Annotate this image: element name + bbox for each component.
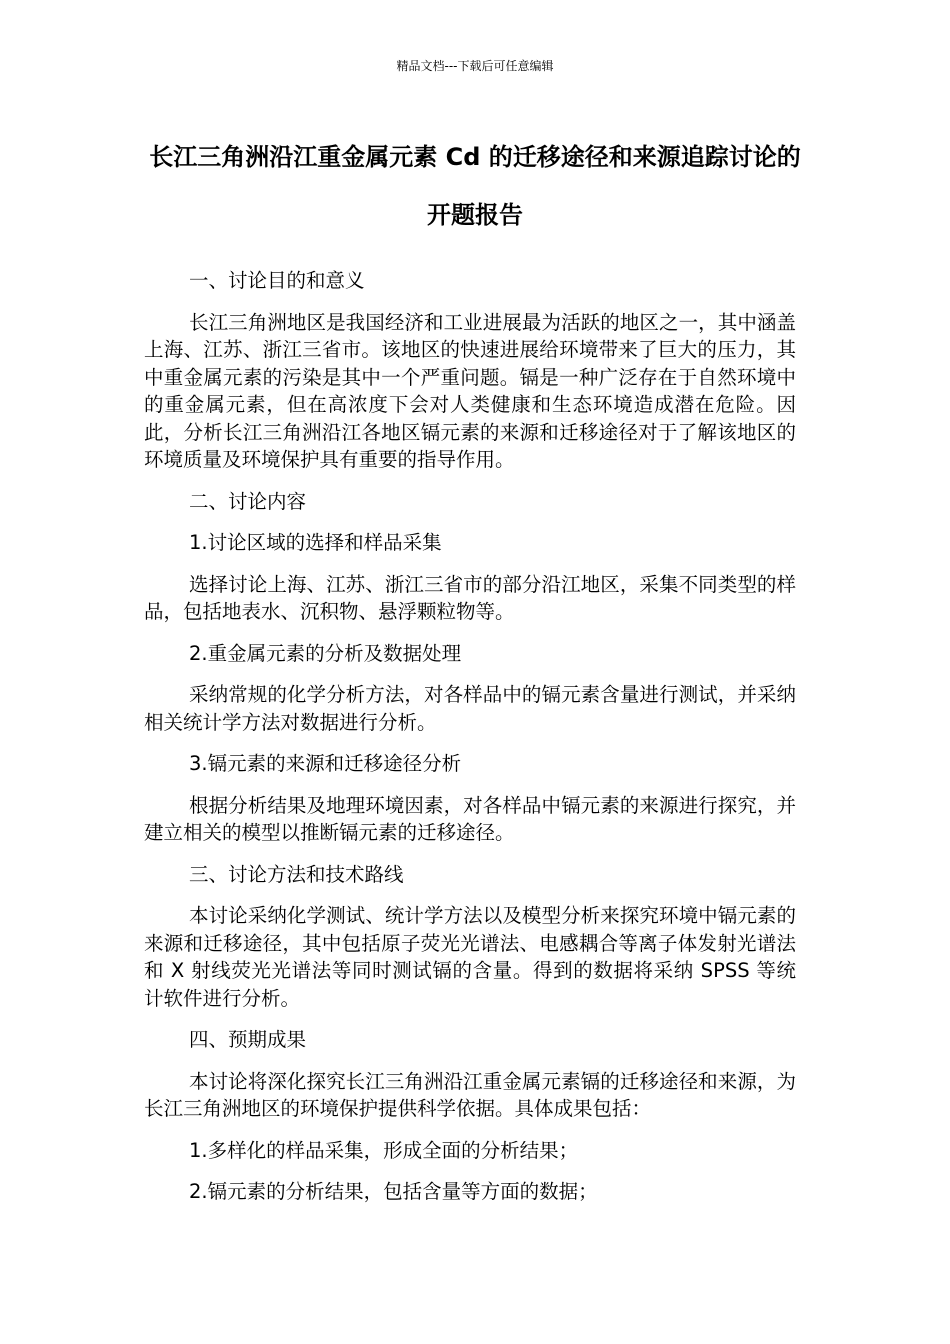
subheading-analysis: 2.重金属元素的分析及数据处理 (189, 641, 462, 665)
document-body (144, 267, 796, 1220)
section-heading-purpose: 一、讨论目的和意义 (189, 269, 365, 292)
paragraph-purpose: 长江三角洲地区是我国经济和工业进展最为活跃的地区之一，其中涵盖上海、江苏、浙江三省市。该地区的快速进展给环境带来了巨大的压力，其中重金属元素的污染是其中一个严重问题。镉是一种广泛存在于自然环境中的重金属元素，但在高浓度下会对人类健康和生态环境造成潜在危险。因此，分析长江三角洲沿江各地区镉元素的来源和迁移途径对于了解该地区的环境质量及环境保护具有重要的指导作用。 (144, 310, 796, 471)
document-title: 长江三角洲沿江重金属元素 Cd 的迁移途径和来源追踪讨论的开题报告 (149, 143, 801, 229)
paragraph-methods: 本讨论采纳化学测试、统计学方法以及模型分析来探究环境中镉元素的来源和迁移途径，其中包括原子荧光光谱法、电感耦合等离子体发射光谱法和 X 射线荧光光谱法等同时测试镉的含量。得到的数据将采纳 SPSS 等统计软件进行分析。 (144, 904, 796, 1010)
subheading-sampling: 1.讨论区域的选择和样品采集 (189, 531, 442, 554)
subheading-source: 3.镉元素的来源和迁移途径分析 (189, 752, 462, 775)
paragraph-sampling: 选择讨论上海、江苏、浙江三省市的部分沿江地区，采集不同类型的样品，包括地表水、沉积物、悬浮颗粒物等。 (144, 572, 796, 623)
list-item-outcome-2: 2.镉元素的分析结果，包括含量等方面的数据； (189, 1180, 598, 1203)
section-heading-outcomes: 四、预期成果 (189, 1028, 307, 1051)
paragraph-outcomes: 本讨论将深化探究长江三角洲沿江重金属元素镉的迁移途径和来源，为长江三角洲地区的环境保护提供科学依据。具体成果包括： (144, 1069, 796, 1120)
paragraph-source: 根据分析结果及地理环境因素，对各样品中镉元素的来源进行探究，并建立相关的模型以推断镉元素的迁移途径。 (144, 793, 796, 844)
page-header: 精品文档---下载后可任意编辑 (396, 59, 554, 73)
section-heading-content: 二、讨论内容 (189, 489, 307, 513)
list-item-outcome-1: 1.多样化的样品采集，形成全面的分析结果； (189, 1138, 579, 1162)
section-heading-methods: 三、讨论方法和技术路线 (189, 862, 404, 886)
paragraph-analysis: 采纳常规的化学分析方法，对各样品中的镉元素含量进行测试，并采纳相关统计学方法对数据进行分析。 (144, 683, 796, 734)
